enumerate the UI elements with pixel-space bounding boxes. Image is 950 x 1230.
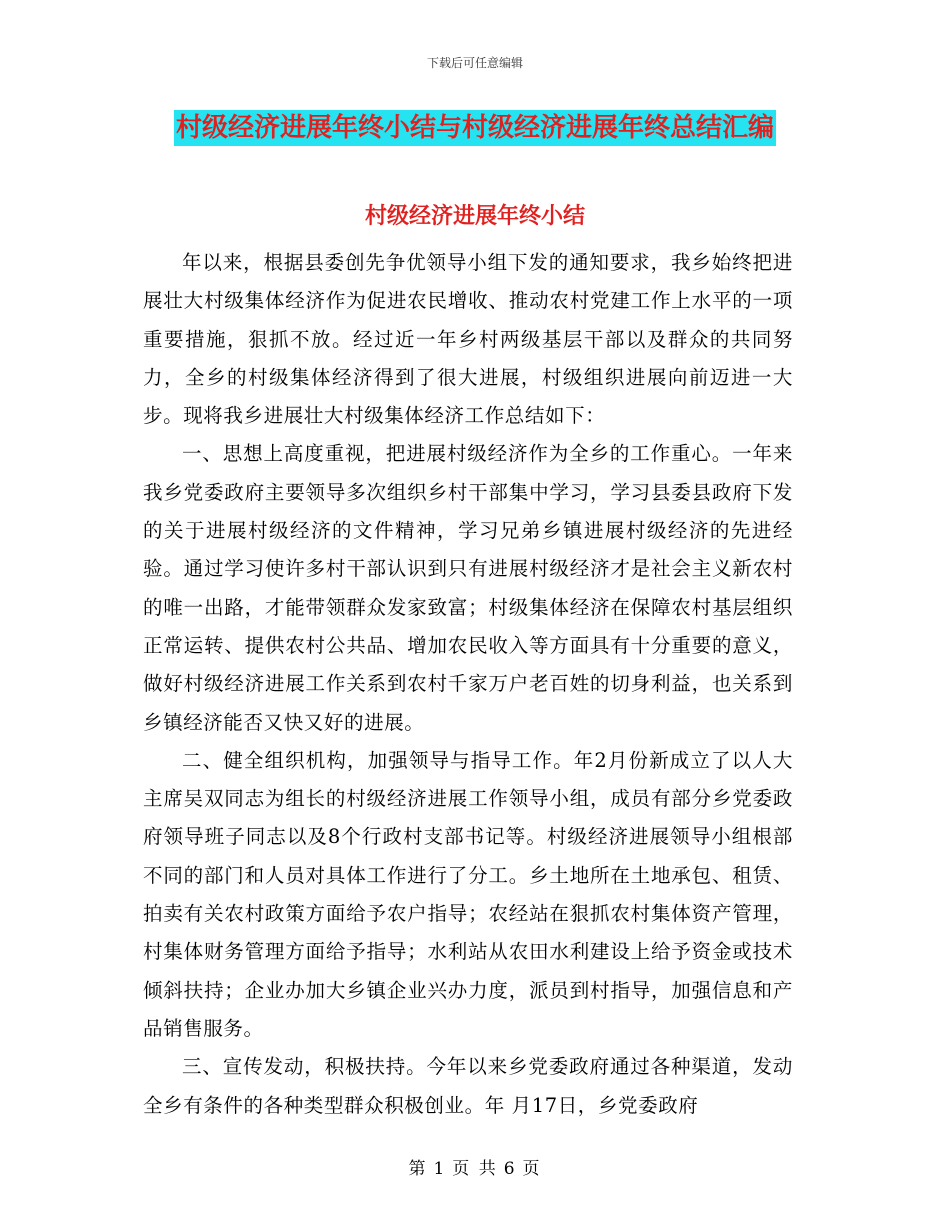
page-footer (0, 1154, 950, 1179)
footer-middle: 页 共 (452, 1159, 498, 1179)
footer-total-pages: 6 (503, 1159, 517, 1179)
header-note: 下载后可任意编辑 (426, 56, 523, 70)
paragraph-intro: 年以来，根据县委创先争优领导小组下发的通知要求，我乡始终把进展壮大村级集体经济作为促进农民增收、推动农村党建工作上水平的一项重要措施，狠抓不放。经过近一年乡村两级基层干部以及群众的共同努力，全乡的村级集体经济得到了很大进展，村级组织进展向前迈进一大步。现将我乡进展壮大村级集体经济工作总结如下： (143, 251, 793, 428)
paragraph-section-1: 一、思想上高度重视，把进展村级经济作为全乡的工作重心。一年来我乡党委政府主要领导多次组织乡村干部集中学习，学习县委县政府下发的关于进展村级经济的文件精神，学习兄弟乡镇进展村级经济的先进经验。通过学习使许多村干部认识到只有进展村级经济才是社会主义新农村的唯一出路，才能带领群众发家致富；村级集体经济在保障农村基层组织正常运转、提供农村公共品、增加农民收入等方面具有十分重要的意义，做好村级经济进展工作关系到农村千家万户老百姓的切身利益，也关系到乡镇经济能否又快又好的进展。 (143, 442, 793, 734)
paragraph-section-3: 三、宣传发动，积极扶持。今年以来乡党委政府通过各种渠道，发动全乡有条件的各种类型群众积极创业。年 月17日，乡党委政府 (143, 1055, 793, 1117)
paragraph-section-2: 二、健全组织机构，加强领导与指导工作。年2月份新成立了以人大主席吴双同志为组长的村级经济进展工作领导小组，成员有部分乡党委政府领导班子同志以及8个行政村支部书记等。村级经济进展领导小组根部不同的部门和人员对具体工作进行了分工。乡土地所在土地承包、租赁、拍卖有关农村政策方面给予农户指导；农经站在狠抓农村集体资产管理，村集体财务管理方面给予指导；水利站从农田水利建设上给予资金或技术倾斜扶持；企业办加大乡镇企业兴办力度，派员到村指导，加强信息和产品销售服务。 (143, 748, 793, 1040)
body-text (143, 244, 793, 1125)
main-title: 村级经济进展年终小结与村级经济进展年终总结汇编 (174, 110, 776, 146)
footer-prefix: 第 (408, 1159, 428, 1179)
footer-page-number: 1 (433, 1159, 447, 1179)
footer-suffix: 页 (522, 1159, 542, 1179)
main-title-container (0, 110, 950, 146)
section-title: 村级经济进展年终小结 (364, 204, 585, 229)
